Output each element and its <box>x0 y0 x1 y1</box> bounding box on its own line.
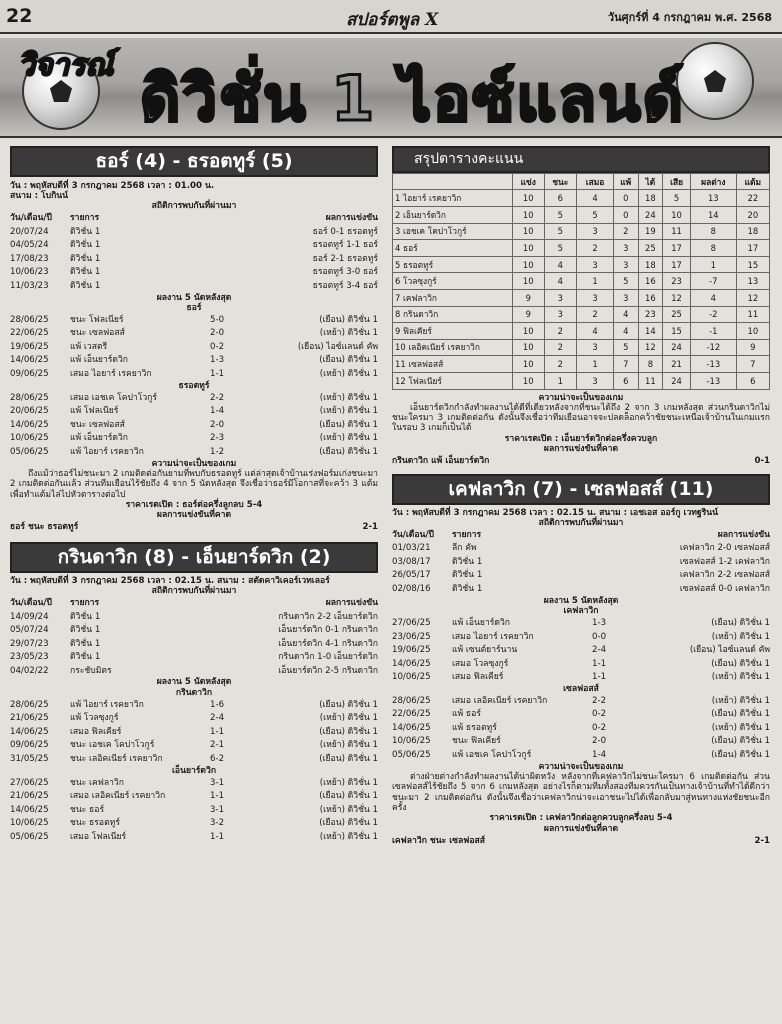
match3-title: เคฟลาวิก (7) - เซลฟอสส์ (11) <box>392 474 770 505</box>
match1-title: ธอร์ (4) - ธรอตทูร์ (5) <box>10 146 378 177</box>
match1-venue: สนาม : โบกินน์ <box>10 191 69 202</box>
match2-title: กรินดาวิก (8) - เอ็นยาร์ดวิก (2) <box>10 542 378 573</box>
form-list <box>10 313 378 381</box>
form-list <box>10 776 378 844</box>
odds: ราคาเรตเปิด : เอ็นยาร์ดวิกต่อครึ่งควบลูก <box>504 433 658 444</box>
probability-title: ความน่าจะเป็นของเกม <box>538 761 624 772</box>
standings-row: 4 ธอร์ 10 5 2 3 25 17 8 17 <box>393 240 770 257</box>
page-number: 22 <box>6 5 33 27</box>
form-row: 05/06/25 แพ้ ไอยาร์ เรคยาวิก 1-2 (เยือน) ดิวิชั่น 1 <box>10 446 378 457</box>
form-list <box>392 694 770 762</box>
probability-title: ความน่าจะเป็นของเกม <box>538 392 624 403</box>
h2h-row: 20/07/24 ดิวิชั่น 1 ธอร์ 0-1 ธรอตทูร์ <box>10 226 378 237</box>
h2h-list <box>10 225 378 293</box>
h2h-row: 01/03/21 ลีก คัพ เคฟลาวิก 2-0 เซลฟอสส์ <box>392 543 770 554</box>
form-row: 14/06/25 ชนะ ธอร์ 3-1 (เหย้า) ดิวิชั่น 1 <box>10 804 378 815</box>
probability-title: ความน่าจะเป็นของเกม <box>151 458 237 469</box>
standings-row: 1 ไอยาร์ เรคยาวิก 10 6 4 0 18 5 13 22 <box>393 190 770 207</box>
prediction: ธอร์ ชนะ ธรอตทูร์ 2-1 <box>10 522 378 533</box>
standings-col-header: แพ้ <box>613 173 638 190</box>
h2h-header: วัน/เดือน/ปี รายการ ผลการแข่งขัน <box>392 529 770 540</box>
h2h-row: 29/07/23 ดิวิชั่น 1 เอ็นยาร์ดวิก 4-1 กรินดาวิก <box>10 638 378 649</box>
form-row: 09/06/25 เสมอ ไอยาร์ เรคยาวิก 1-1 (เหย้า) ดิวิชั่น 1 <box>10 368 378 379</box>
form-list <box>10 698 378 766</box>
form-title: ผลงาน 5 นัดหลังสุด <box>156 292 232 303</box>
standings-col-header: แต้ม <box>736 173 769 190</box>
probability-text: เอ็นยาร์ดวิกกำลังทำผลงานได้ดีที่เดียวหลังจากที่ชนะได้ถึง 2 จาก 3 เกมหลังสุด ส่วนกรินดาวิกไม่ชนะใครมา 3 เกมติดต่อกัน ดังนั้นจึงเชื่อว่าทีมเยือนอาจจะปลดล็อกคว้าชัยชนะเหนือเจ้าบ้านในเกมแรกในรอบ 3 เกมก็เป็นได้ <box>392 402 770 434</box>
h2h-row: 23/05/23 ดิวิชั่น 1 กรินดาวิก 1-0 เอ็นยาร์ดวิก <box>10 652 378 663</box>
h2h-list <box>10 610 378 678</box>
h2h-header: วัน/เดือน/ปี รายการ ผลการแข่งขัน <box>10 213 378 224</box>
team-label: เซลฟอสส์ <box>563 683 599 694</box>
prediction: เคฟลาวิก ชนะ เซลฟอสส์ 2-1 <box>392 835 770 846</box>
match1-info: วัน : พฤหัสบดีที่ 3 กรกฎาคม 2568 เวลา : 01.00 น. <box>10 180 215 191</box>
form-list <box>10 391 378 459</box>
form-row: 28/06/25 เสมอ เอชเค โคปาโวกูร์ 2-2 (เหย้า) ดิวิชั่น 1 <box>10 392 378 403</box>
h2h-row: 02/08/16 ดิวิชั่น 1 เซลฟอสส์ 0-0 เคฟลาวิก <box>392 583 770 594</box>
form-row: 19/06/25 แพ้ เวสตรี 0-2 (เยือน) ไอซ์แลนด์ คัพ <box>10 341 378 352</box>
form-row: 14/06/25 แพ้ เอ็นยาร์ดวิก 1-3 (เยือน) ดิวิชั่น 1 <box>10 355 378 366</box>
h2h-row: 14/09/24 ดิวิชั่น 1 กรินดาวิก 2-2 เอ็นยาร์ดวิก <box>10 611 378 622</box>
form-row: 10/06/25 เสมอ ฟิลเคียร์ 1-1 (เหย้า) ดิวิชั่น 1 <box>392 672 770 683</box>
form-title: ผลงาน 5 นัดหลังสุด <box>156 677 232 688</box>
form-row: 14/06/25 เสมอ โวลซุงกูร์ 1-1 (เยือน) ดิวิชั่น 1 <box>392 658 770 669</box>
h2h-row: 03/08/17 ดิวิชั่น 1 เซลฟอสส์ 1-2 เคฟลาวิก <box>392 556 770 567</box>
banner-title: ดิวิชั่น 1 ไอซ์แลนด์ <box>140 62 685 135</box>
h2h-row: 04/05/24 ดิวิชั่น 1 ธรอตทูร์ 1-1 ธอร์ <box>10 240 378 251</box>
h2h-row: 04/02/22 กระชับมิตร เอ็นยาร์ดวิก 2-5 กรินดาวิก <box>10 665 378 676</box>
standings-col-header: ผลต่าง <box>690 173 736 190</box>
standings-row: 9 ฟิลเคียร์ 10 2 4 4 14 15 -1 10 <box>393 323 770 340</box>
team-label: ธอร์ <box>186 303 202 314</box>
match3-info: วัน : พฤหัสบดีที่ 3 กรกฎาคม 2568 เวลา : 02.15 น. สนาม : เอชเอส ออร์กู เวทฐรินน์ <box>392 507 719 518</box>
form-row: 27/06/25 ชนะ เคฟลาวิก 3-1 (เหย้า) ดิวิชั่น 1 <box>10 777 378 788</box>
form-row: 14/06/25 ชนะ เซลฟอสส์ 2-0 (เยือน) ดิวิชั่น 1 <box>10 419 378 430</box>
issue-date: วันศุกร์ที่ 4 กรกฎาคม พ.ศ. 2568 <box>607 11 772 24</box>
odds: ราคาเรตเปิด : เคฟลาวิกต่อลูกควบลูกครึ่งลบ 5-4 <box>489 813 673 824</box>
form-row: 28/06/25 ชนะ โฟลเนียร์ 5-0 (เยือน) ดิวิชั่น 1 <box>10 314 378 325</box>
standings-row: 6 โวลซุงกูร์ 10 4 1 5 16 23 -7 13 <box>393 273 770 290</box>
team-label: กรินดาวิก <box>175 687 213 698</box>
form-row: 14/06/25 เสมอ ฟิลเคียร์ 1-1 (เยือน) ดิวิชั่น 1 <box>10 726 378 737</box>
form-row: 28/06/25 เสมอ เลอิคเนียร์ เรคยาวิก 2-2 (เหย้า) ดิวิชั่น 1 <box>392 695 770 706</box>
standings-table <box>392 173 770 390</box>
form-row: 10/06/25 แพ้ เอ็นยาร์ดวิก 2-3 (เหย้า) ดิวิชั่น 1 <box>10 433 378 444</box>
standings-col-header: ชนะ <box>544 173 577 190</box>
form-row: 22/06/25 ชนะ เซลฟอสส์ 2-0 (เหย้า) ดิวิชั่น 1 <box>10 328 378 339</box>
standings-row: 8 กรินดาวิก 9 3 2 4 23 25 -2 11 <box>393 306 770 323</box>
standings-title: สรุปตารางคะแนน <box>392 146 770 173</box>
odds: ราคาเรตเปิด : ธอร์ต่อครึ่งลูกลบ 5-4 <box>125 499 263 510</box>
team-label: ธรอตทูร์ <box>178 380 210 391</box>
h2h-row: 26/05/17 ดิวิชั่น 1 เคฟลาวิก 2-2 เซลฟอสส์ <box>392 570 770 581</box>
form-row: 28/06/25 แพ้ ไอยาร์ เรคยาวิก 1-6 (เยือน) ดิวิชั่น 1 <box>10 699 378 710</box>
right-column <box>392 146 770 847</box>
h2h-title: สถิติการพบกันที่ผ่านมา <box>151 201 237 212</box>
form-row: 20/06/25 แพ้ โฟลเนียร์ 1-4 (เหย้า) ดิวิชั่น 1 <box>10 406 378 417</box>
form-row: 27/06/25 แพ้ เอ็นยาร์ดวิก 1-3 (เยือน) ดิวิชั่น 1 <box>392 618 770 629</box>
standings-col-header: เสมอ <box>577 173 614 190</box>
form-row: 09/06/25 ชนะ เอชเค โคปาโวกูร์ 2-1 (เหย้า) ดิวิชั่น 1 <box>10 740 378 751</box>
form-row: 14/06/25 แพ้ ธรอตทูร์ 0-2 (เหย้า) ดิวิชั่น 1 <box>392 722 770 733</box>
form-row: 05/06/25 เสมอ โฟลเนียร์ 1-1 (เหย้า) ดิวิชั่น 1 <box>10 831 378 842</box>
standings-row: 10 เลอิคเนียร์ เรคยาวิก 10 2 3 5 12 24 -12 9 <box>393 339 770 356</box>
form-row: 19/06/25 แพ้ เซนต์ยาร์นาน 2-4 (เยือน) ไอซ์แลนด์ คัพ <box>392 645 770 656</box>
form-row: 21/06/25 แพ้ โวลซุงกูร์ 2-4 (เหย้า) ดิวิชั่น 1 <box>10 713 378 724</box>
h2h-row: 11/03/23 ดิวิชั่น 1 ธรอตทูร์ 3-4 ธอร์ <box>10 280 378 291</box>
h2h-header: วัน/เดือน/ปี รายการ ผลการแข่งขัน <box>10 598 378 609</box>
standings-row: 2 เอ็นยาร์ดวิก 10 5 5 0 24 10 14 20 <box>393 206 770 223</box>
prediction-title: ผลการแข่งขันที่คาด <box>156 510 232 521</box>
team-label: เอ็นยาร์ดวิก <box>171 765 217 776</box>
h2h-row: 10/06/23 ดิวิชั่น 1 ธรอตทูร์ 3-0 ธอร์ <box>10 267 378 278</box>
standings-row: 5 ธรอตทูร์ 10 4 3 3 18 17 1 15 <box>393 256 770 273</box>
form-list <box>392 616 770 684</box>
probability-text: ต่างฝ่ายต่างกำลังทำผลงานได้น่าผิดหวัง หลังจากที่เคฟลาวิกไม่ชนะใครมา 6 เกมติดต่อกัน ส่วนเซลฟอสส์ไร้ชัยถึง 5 จาก 6 เกมหลังสุด อย่างไรก็ตามทีมทั้งสองทีมควรกันเป็นทางเจ้าบ้านที่ทำได้ดีกว่าชนะมา 2 เกมติดต่อกัน ดังนั้นจึงเชื่อว่าเคฟลาวิกน่าจะเอาชนะไปได้เพื่อกลับมาสู่หนทางแห่งชัยชนะอีกครั้ง <box>392 772 770 813</box>
probability-text: ถึงแม้ว่าธอร์ไม่ชนะมา 2 เกมติดต่อกันยามที่พบกับธรอตทูร์ แต่ล่าสุดเจ้าบ้านเร่งฟอร์มเก่งชนะมา 2 เกมติดต่อกันแล้ว ส่วนทีมเยือนไร้ชัยถึง 4 จาก 5 นัดหลังสุด จึงเชื่อว่าธอร์มีโอกาสที่จะคว้า 3 แต้มเพื่อทำแต้มไล่ไปหัวตารางต่อไป <box>10 468 378 500</box>
h2h-row: 17/08/23 ดิวิชั่น 1 ธอร์ 2-1 ธรอตทูร์ <box>10 253 378 264</box>
h2h-title: สถิติการพบกันที่ผ่านมา <box>151 586 237 597</box>
h2h-title: สถิติการพบกันที่ผ่านมา <box>538 518 624 528</box>
team-label: เคฟลาวิก <box>563 606 599 617</box>
standings-row: 12 โฟลเนียร์ 10 1 3 6 11 24 -13 6 <box>393 372 770 389</box>
standings-col-header: แข่ง <box>513 173 545 190</box>
form-title: ผลงาน 5 นัดหลังสุด <box>543 595 619 606</box>
football-icon <box>676 42 754 120</box>
standings-col-header <box>393 173 513 190</box>
masthead-logo: สปอร์ตพูล X <box>346 10 439 30</box>
form-row: 31/05/25 ชนะ เลอิคเนียร์ เรคยาวิก 6-2 (เยือน) ดิวิชั่น 1 <box>10 753 378 764</box>
form-row: 22/06/25 แพ้ ธอร์ 0-2 (เยือน) ดิวิชั่น 1 <box>392 709 770 720</box>
form-row: 21/06/25 เสมอ เลอิคเนียร์ เรคยาวิก 1-1 (เยือน) ดิวิชั่น 1 <box>10 791 378 801</box>
form-row: 05/06/25 แพ้ เอชเค โคปาโวกูร์ 1-4 (เยือน) ดิวิชั่น 1 <box>392 749 770 760</box>
standings-row: 3 เอชเค โคปาโวกูร์ 10 5 3 2 19 11 8 18 <box>393 223 770 240</box>
prediction-title: ผลการแข่งขันที่คาด <box>543 823 619 834</box>
h2h-list <box>392 542 770 596</box>
form-row: 10/06/25 ชนะ ฟิลเคียร์ 2-0 (เยือน) ดิวิชั่น 1 <box>392 736 770 747</box>
page-header <box>0 0 782 34</box>
match2-info: วัน : พฤหัสบดีที่ 3 กรกฎาคม 2568 เวลา : 02.15 น. สนาม : สตัดคาวิเคอร์เวทเลอร์ <box>10 575 330 586</box>
prediction: กรินดาวิก แพ้ เอ็นยาร์ดวิก 0-1 <box>392 455 770 466</box>
title-banner <box>0 38 782 138</box>
form-row: 10/06/25 ชนะ ธรอตทูร์ 3-2 (เยือน) ดิวิชั่น 1 <box>10 818 378 828</box>
form-row: 23/06/25 เสมอ ไอยาร์ เรคยาวิก 0-0 (เหย้า) ดิวิชั่น 1 <box>392 631 770 642</box>
standings-row: 7 เคฟลาวิก 9 3 3 3 16 12 4 12 <box>393 289 770 306</box>
standings-row: 11 เซลฟอสส์ 10 2 1 7 8 21 -13 7 <box>393 356 770 373</box>
banner-kicker: วิจารณ์ <box>18 48 114 83</box>
left-column <box>10 146 378 843</box>
standings-col-header: ได้ <box>638 173 662 190</box>
h2h-row: 05/07/24 ดิวิชั่น 1 เอ็นยาร์ดวิก 0-1 กรินดาวิก <box>10 625 378 636</box>
prediction-title: ผลการแข่งขันที่คาด <box>543 444 619 455</box>
standings-col-header: เสีย <box>663 173 691 190</box>
